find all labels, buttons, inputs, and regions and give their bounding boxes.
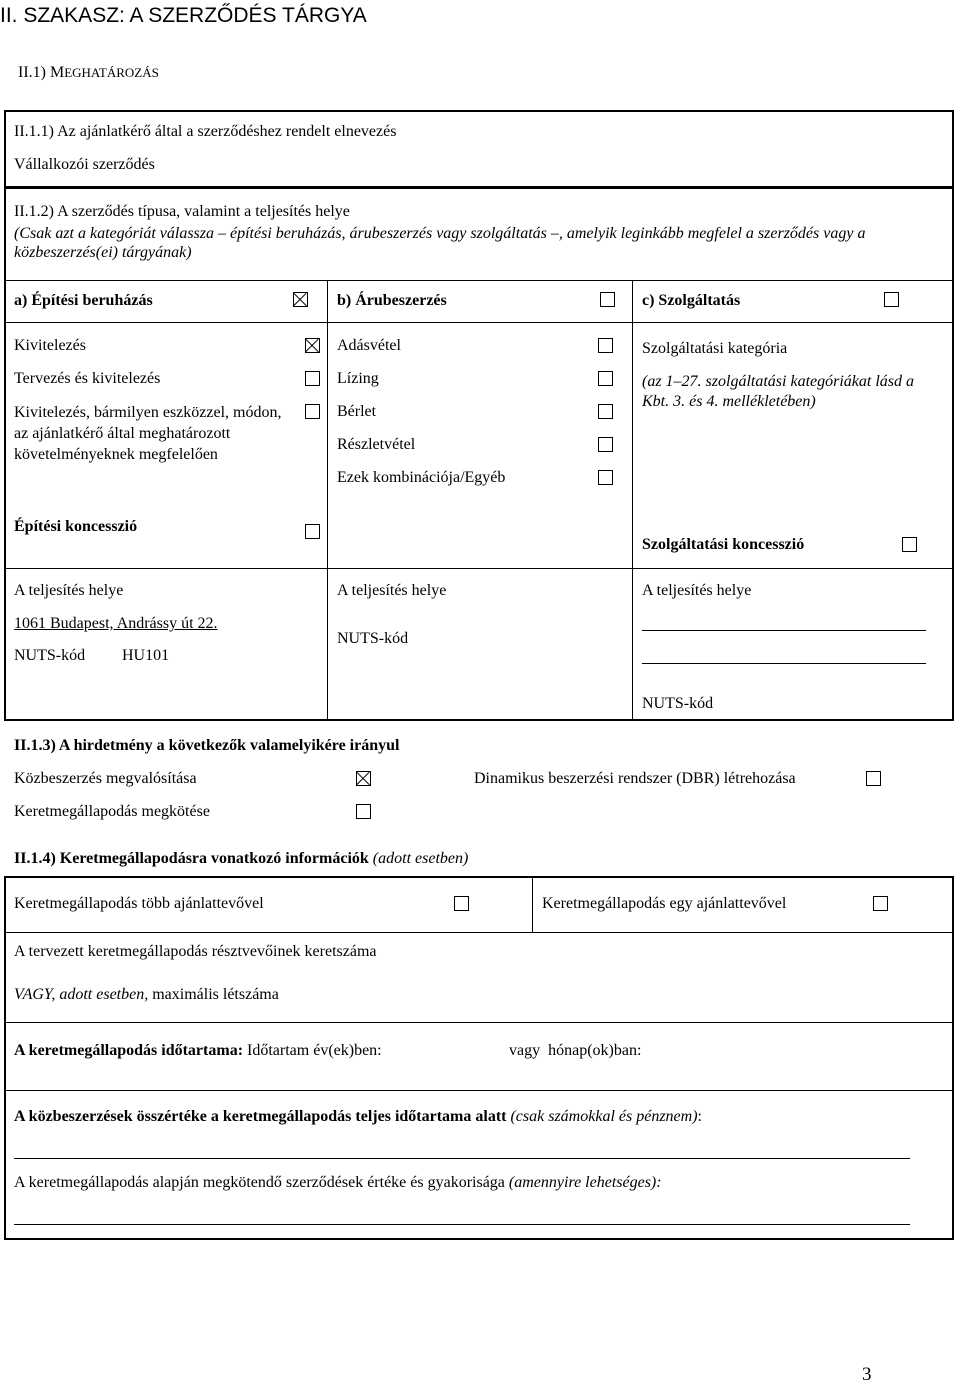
section-title: II. SZAKASZ: A SZERZŐDÉS TÁRGYA [0, 4, 367, 27]
purchase-checkbox[interactable] [598, 338, 613, 353]
framework-single-checkbox[interactable] [873, 896, 888, 911]
works-option-execution: Kivitelezés [14, 337, 86, 354]
service-category-note: (az 1–27. szolgáltatási kategóriákat lásd a Kbt. 3. és 4. mellékletében) [642, 373, 914, 410]
procurement-checkbox[interactable] [356, 771, 371, 786]
services-nuts-label: NUTS-kód [642, 695, 714, 712]
total-value-label: A közbeszerzések összértéke a keretmegállapodás teljes időtartama alatt (csak számokkal és pénznem): [14, 1108, 702, 1125]
divider [4, 280, 954, 281]
place-blank-line [642, 630, 926, 631]
framework-multi-checkbox[interactable] [454, 896, 469, 911]
service-category-label: Szolgáltatási kategória [642, 340, 788, 357]
works-place-label: A teljesítés helye [14, 582, 124, 599]
services-title: c) Szolgáltatás [642, 292, 741, 309]
framework-checkbox[interactable] [356, 804, 371, 819]
max-participants-label: VAGY, adott esetben, maximális létszáma [14, 986, 279, 1003]
works-title: a) Építési beruházás [14, 292, 153, 309]
duration-label: A keretmegállapodás időtartama: Időtartam év(ek)ben: [14, 1042, 382, 1059]
supplies-option-combination: Ezek kombinációja/Egyéb [337, 469, 506, 486]
works-concession-label: Építési koncesszió [14, 518, 138, 535]
notice-option-dps: Dinamikus beszerzési rendszer (DBR) létrehozása [474, 770, 796, 787]
works-concession-checkbox[interactable] [305, 524, 320, 539]
total-value-blank[interactable] [14, 1158, 910, 1159]
framework-single-label: Keretmegállapodás egy ajánlattevővel [542, 895, 787, 912]
services-checkbox[interactable] [884, 292, 899, 307]
execution-checkbox[interactable] [305, 338, 320, 353]
supplies-option-rental: Bérlet [337, 403, 377, 420]
hire-purchase-checkbox[interactable] [598, 437, 613, 452]
frequency-blank[interactable] [14, 1224, 910, 1225]
supplies-checkbox[interactable] [600, 292, 615, 307]
notice-option-procurement: Közbeszerzés megvalósítása [14, 770, 197, 787]
rental-checkbox[interactable] [598, 404, 613, 419]
supplies-nuts-label: NUTS-kód [337, 630, 409, 647]
page-number: 3 [862, 1364, 872, 1385]
column-divider [532, 876, 533, 932]
duration-months-label: vagy hónap(ok)ban: [509, 1042, 642, 1059]
column-divider [327, 280, 328, 720]
works-option-any-means: Kivitelezés, bármilyen eszközzel, módon, az ajánlatkérő által meghatározott követelményeknek megfelelően [14, 404, 282, 463]
supplies-option-hire: Részletvétel [337, 436, 416, 453]
dps-checkbox[interactable] [866, 771, 881, 786]
service-concession-checkbox[interactable] [902, 537, 917, 552]
lease-checkbox[interactable] [598, 371, 613, 386]
category-note: (Csak azt a kategóriát válassza – építési beruházás, árubeszerzés vagy szolgáltatás –, amelyik leginkább megfelel a szerződés vagy a közbeszerzés(ei) tárgyának) [14, 225, 866, 261]
supplies-option-purchase: Adásvétel [337, 337, 401, 354]
place-blank-line [642, 663, 926, 664]
divider [4, 932, 954, 933]
contract-name-value: Vállalkozói szerződés [14, 156, 155, 173]
works-place-value: 1061 Budapest, Andrássy út 22. [14, 615, 218, 632]
works-nuts-label: NUTS-kód [14, 647, 86, 664]
divider [4, 322, 954, 323]
supplies-title: b) Árubeszerzés [337, 292, 447, 309]
divider [4, 1090, 954, 1091]
divider [4, 568, 954, 569]
heading-ii-1-4: II.1.4) Keretmegállapodásra vonatkozó információk (adott esetben) [14, 850, 469, 867]
combination-checkbox[interactable] [598, 470, 613, 485]
works-nuts-value: HU101 [122, 647, 170, 664]
subsection-title: II.1) MEGHATÁROZÁS [18, 64, 159, 81]
heading-ii-1-3: II.1.3) A hirdetmény a következők valamelyikére irányul [14, 737, 400, 754]
service-concession-label: Szolgáltatási koncesszió [642, 536, 805, 553]
design-execution-checkbox[interactable] [305, 371, 320, 386]
participants-label: A tervezett keretmegállapodás résztvevőinek keretszáma [14, 943, 377, 960]
any-means-checkbox[interactable] [305, 404, 320, 419]
framework-multi-label: Keretmegállapodás több ajánlattevővel [14, 895, 264, 912]
supplies-place-label: A teljesítés helye [337, 582, 447, 599]
services-place-label: A teljesítés helye [642, 582, 752, 599]
supplies-option-lease: Lízing [337, 370, 379, 387]
works-option-design: Tervezés és kivitelezés [14, 370, 161, 387]
section-box-title [4, 110, 954, 188]
heading-ii-1-2: II.1.2) A szerződés típusa, valamint a teljesítés helye [14, 203, 350, 220]
column-divider [632, 280, 633, 720]
works-checkbox[interactable] [293, 292, 308, 307]
heading-ii-1-1: II.1.1) Az ajánlatkérő által a szerződéshez rendelt elnevezés [14, 123, 397, 140]
frequency-label: A keretmegállapodás alapján megkötendő szerződések értéke és gyakorisága (amennyire lehetséges): [14, 1174, 662, 1191]
divider [4, 1022, 954, 1023]
notice-option-framework: Keretmegállapodás megkötése [14, 803, 210, 820]
